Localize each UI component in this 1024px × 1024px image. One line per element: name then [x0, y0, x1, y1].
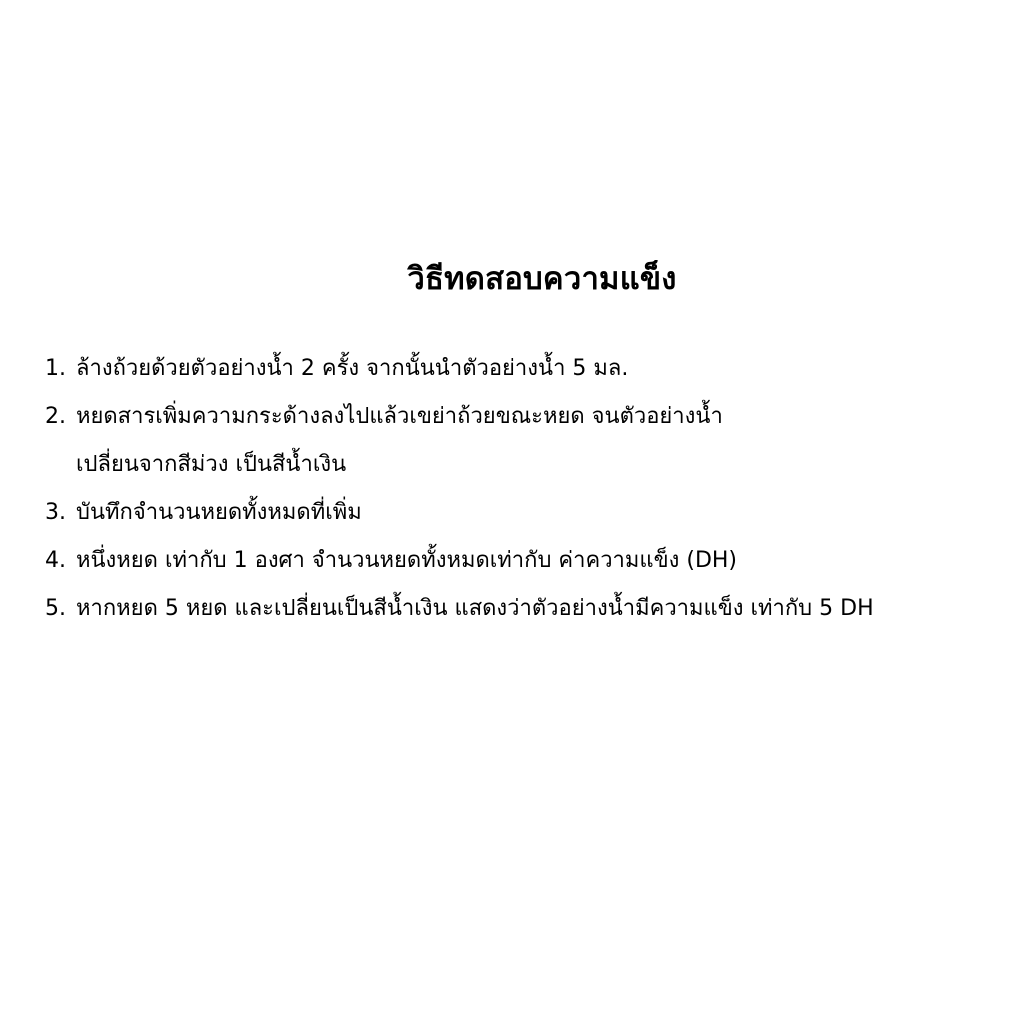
step-line: เปลี่ยนจากสีม่วง เป็นสีน้ำเงิน: [76, 452, 347, 477]
list-item: [45, 585, 1015, 633]
step-text: [76, 537, 737, 585]
list-item: [45, 345, 1015, 393]
step-line: หากหยด 5 หยด และเปลี่ยนเป็นสีน้ำเงิน แสดงว่าตัวอย่างน้ำมีความแข็ง เท่ากับ 5 DH: [76, 596, 874, 621]
step-number: 3.: [45, 500, 66, 525]
step-line: หนึ่งหยด เท่ากับ 1 องศา จำนวนหยดทั้งหมดเท่ากับ ค่าความแข็ง (DH): [76, 548, 738, 573]
step-text: [76, 345, 628, 393]
step-number: 5.: [45, 596, 66, 621]
step-line: ล้างถ้วยด้วยตัวอย่างน้ำ 2 ครั้ง จากนั้นนำตัวอย่างน้ำ 5 มล.: [76, 356, 629, 381]
list-item: [45, 489, 1015, 537]
step-line: บันทึกจำนวนหยดทั้งหมดที่เพิ่ม: [76, 500, 362, 525]
page-title: วิธีทดสอบความแข็ง: [407, 261, 677, 297]
step-number: 2.: [45, 404, 66, 429]
steps-list: [45, 345, 1015, 633]
step-number: 1.: [45, 356, 66, 381]
step-line: หยดสารเพิ่มความกระด้างลงไปแล้วเขย่าถ้วยขณะหยด จนตัวอย่างน้ำ: [76, 404, 723, 429]
list-item: [45, 537, 1015, 585]
list-item: [45, 393, 1015, 489]
step-text: [76, 489, 362, 537]
step-text: [76, 585, 874, 633]
step-number: 4.: [45, 548, 66, 573]
step-text: [76, 393, 723, 489]
